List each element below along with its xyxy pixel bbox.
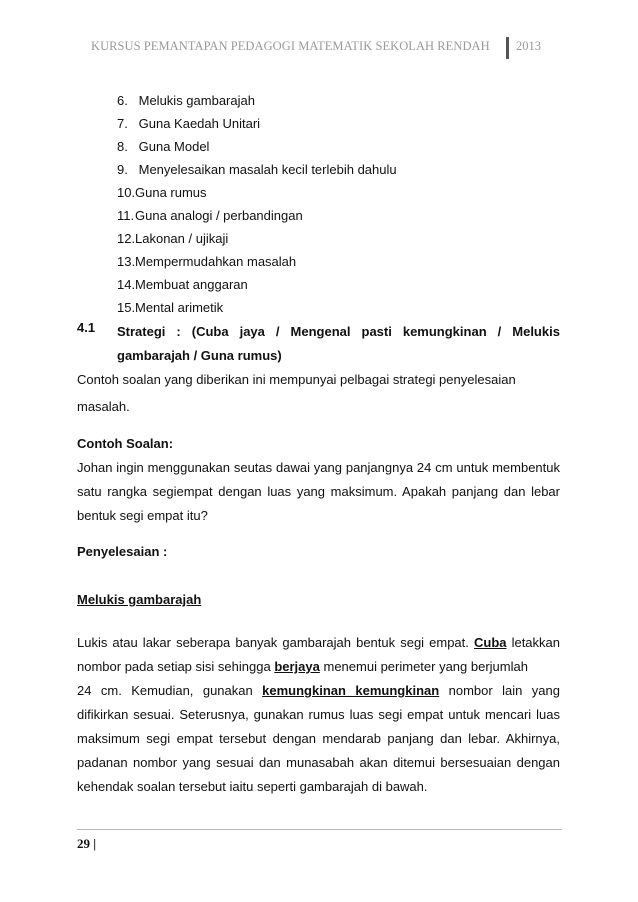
keyword-cuba: Cuba — [473, 635, 507, 650]
header-title: KURSUS PEMANTAPAN PEDAGOGI MATEMATIK SEKOLAH RENDAH — [91, 39, 490, 53]
example-line-1: Johan ingin menggunakan seutas dawai yang panjangnya 24 cm untuk membentuk — [77, 460, 560, 475]
body-line-7: kehendak soalan tersebut iaitu seperti gambarajah di bawah. — [77, 779, 428, 794]
list-number: 12. — [117, 231, 136, 246]
body-text: letakkan — [511, 635, 560, 650]
list-text: Melukis gambarajah — [138, 93, 255, 108]
list-item — [117, 158, 397, 181]
list-text: Guna rumus — [135, 185, 207, 200]
list-item — [117, 89, 397, 112]
list-number: 6. — [117, 93, 128, 108]
example-heading: Contoh Soalan: — [77, 436, 174, 451]
list-item — [117, 112, 397, 135]
section-heading-line1 — [117, 320, 560, 344]
list-item — [117, 181, 397, 204]
body-text: nombor pada setiap sisi sehingga — [77, 659, 271, 674]
heading-word: Mengenal — [290, 324, 351, 339]
intro-line-1 — [77, 368, 560, 392]
body-line-2 — [77, 655, 560, 679]
header-year: 2013 — [516, 39, 541, 53]
list-number: 7. — [117, 116, 128, 131]
section-heading-line2: gambarajah / Guna rumus) — [117, 348, 282, 363]
list-text: Membuat anggaran — [135, 277, 248, 292]
intro-paragraph — [77, 368, 560, 419]
heading-word: / — [497, 324, 502, 339]
heading-word: (Cuba — [191, 324, 229, 339]
section-heading — [117, 320, 560, 368]
body-text: menemui perimeter yang berjumlah — [323, 659, 528, 674]
body-line-6: padanan nombor yang sesuai dan munasabah akan ditemui bersesuaian dengan — [77, 755, 560, 770]
heading-word: Strategi — [117, 324, 166, 339]
heading-word: Melukis — [512, 324, 560, 339]
body-text: Lukis atau lakar seberapa banyak gambarajah bentuk segi empat. — [77, 635, 469, 650]
list-number: 8. — [117, 139, 128, 154]
list-text: Mempermudahkan masalah — [135, 254, 297, 269]
solution-subheading: Melukis gambarajah — [77, 592, 202, 607]
list-text: Mental arimetik — [135, 300, 224, 315]
list-item — [117, 227, 397, 250]
example-line-2: satu rangka segiempat dengan luas yang maksimum. Apakah panjang dan lebar — [77, 484, 560, 499]
intro-line-2: masalah. — [77, 399, 130, 414]
list-number: 15. — [117, 300, 136, 315]
list-number: 9. — [117, 162, 128, 177]
page-number: 29 | — [77, 836, 97, 851]
heading-word: : — [176, 324, 181, 339]
example-line-3: bentuk segi empat itu? — [77, 508, 208, 523]
list-text: Guna Kaedah Unitari — [138, 116, 261, 131]
solution-heading: Penyelesaian : — [77, 544, 168, 559]
list-text: Guna Model — [138, 139, 210, 154]
list-text: Guna analogi / perbandingan — [135, 208, 303, 223]
header-separator — [506, 37, 509, 59]
list-number: 10. — [117, 185, 136, 200]
list-item — [117, 296, 397, 319]
solution-body — [77, 631, 560, 799]
heading-word: jaya — [239, 324, 265, 339]
keyword-kemungkinan: kemungkinan kemungkinan — [262, 683, 440, 698]
body-line-4: difikirkan sesuai. Seterusnya, gunakan rumus luas segi empat untuk mencari luas — [77, 707, 560, 722]
list-item — [117, 135, 397, 158]
footer-rule — [77, 829, 562, 830]
intro-text-1: Contoh soalan yang diberikan ini mempunyai pelbagai strategi penyelesaian — [77, 372, 516, 387]
example-question — [77, 456, 560, 528]
list-text: Lakonan / ujikaji — [135, 231, 229, 246]
body-text: nombor lain yang — [448, 683, 560, 698]
heading-word: / — [275, 324, 280, 339]
section-number: 4.1 — [77, 320, 96, 335]
list-text: Menyelesaikan masalah kecil terlebih dahulu — [138, 162, 397, 177]
body-text: 24 cm. Kemudian, gunakan — [77, 683, 253, 698]
body-line-1 — [77, 631, 560, 655]
list-item — [117, 204, 397, 227]
list-number: 13. — [117, 254, 136, 269]
heading-word: kemungkinan — [402, 324, 487, 339]
body-line-5: maksimum segi empat tersebut dengan mendarab panjang dan lebar. Akhirnya, — [77, 731, 560, 746]
list-number: 14. — [117, 277, 136, 292]
body-line-3 — [77, 679, 560, 703]
list-number: 11. — [117, 208, 135, 223]
heading-word: pasti — [361, 324, 392, 339]
list-item — [117, 273, 397, 296]
keyword-berjaya: berjaya — [274, 659, 320, 674]
page-header — [88, 37, 556, 59]
strategy-list — [117, 89, 397, 319]
list-item — [117, 250, 397, 273]
